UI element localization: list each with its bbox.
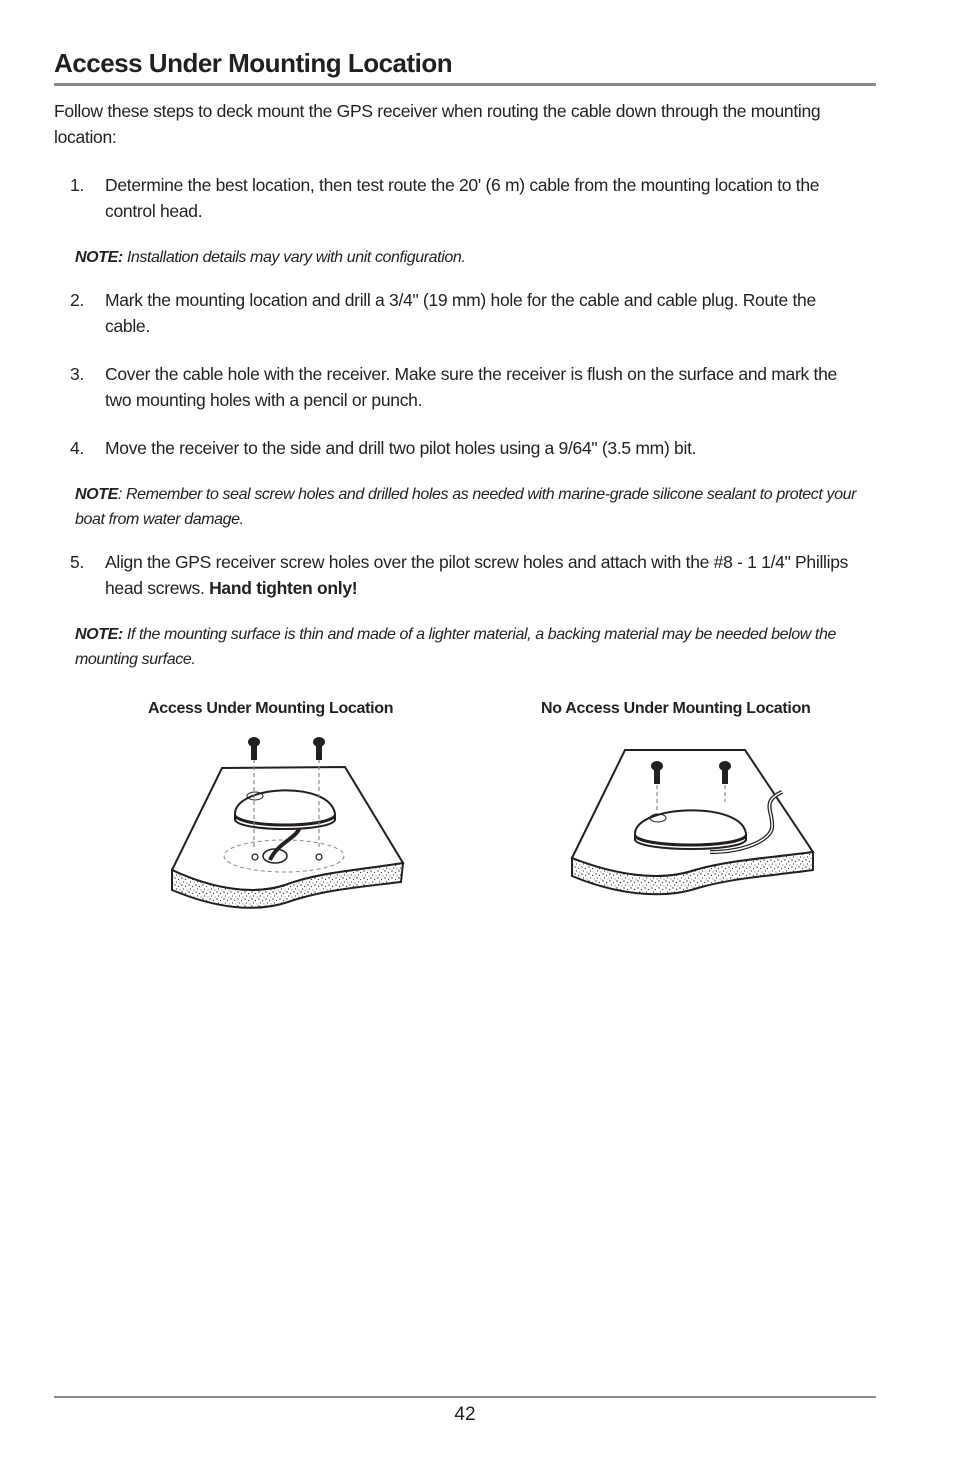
pilot-hole-icon [316,854,322,860]
pilot-hole-icon [252,854,258,860]
note-text: : Remember to seal screw holes and drilled holes as needed with marine-grade silicone sealant to protect your boat from water damage. [75,486,857,528]
step-number: 5. [70,552,84,572]
step-number: 1. [70,175,84,195]
intro-paragraph: Follow these steps to deck mount the GPS receiver when routing the cable down through the mounting location: [54,101,821,147]
page-number: 42 [454,1404,476,1425]
footer-divider [54,1396,876,1398]
figure-label-access: Access Under Mounting Location [148,700,394,717]
step-text-main: Align the GPS receiver screw holes over the pilot screw holes and attach with the #8 - 1 1/4" Phillips head screws. [105,552,849,598]
note-label: NOTE: [75,626,123,643]
note-1 [75,245,865,270]
note-text: Installation details may vary with unit configuration. [122,249,466,266]
title-divider [54,83,876,86]
figure-label-no-access: No Access Under Mounting Location [541,700,811,717]
note-label: NOTE: [75,249,123,266]
note-text: If the mounting surface is thin and made of a lighter material, a backing material may be needed below the mounting surface. [75,626,836,668]
note-3 [75,622,865,672]
hand-tighten-warning: Hand tighten only! [209,578,358,598]
step-text: Move the receiver to the side and drill two pilot holes using a 9/64" (3.5 mm) bit. [105,438,697,458]
note-label: NOTE [75,486,118,503]
diagram-access-under-mounting [160,730,420,920]
screw-icon [248,737,260,760]
screw-icon [313,737,325,760]
step-number: 3. [70,364,84,384]
step-number: 4. [70,438,84,458]
step-text: Mark the mounting location and drill a 3/4" (19 mm) hole for the cable and cable plug. Route the cable. [105,290,816,336]
step-text [105,549,855,601]
page-title: Access Under Mounting Location [54,48,453,78]
step-text: Cover the cable hole with the receiver. Make sure the receiver is flush on the surface and mark the two mounting holes with a pencil or punch. [105,364,837,410]
note-2 [75,482,865,532]
step-text: Determine the best location, then test route the 20' (6 m) cable from the mounting location to the control head. [105,175,820,221]
step-number: 2. [70,290,84,310]
diagram-no-access-under-mounting [560,740,825,915]
